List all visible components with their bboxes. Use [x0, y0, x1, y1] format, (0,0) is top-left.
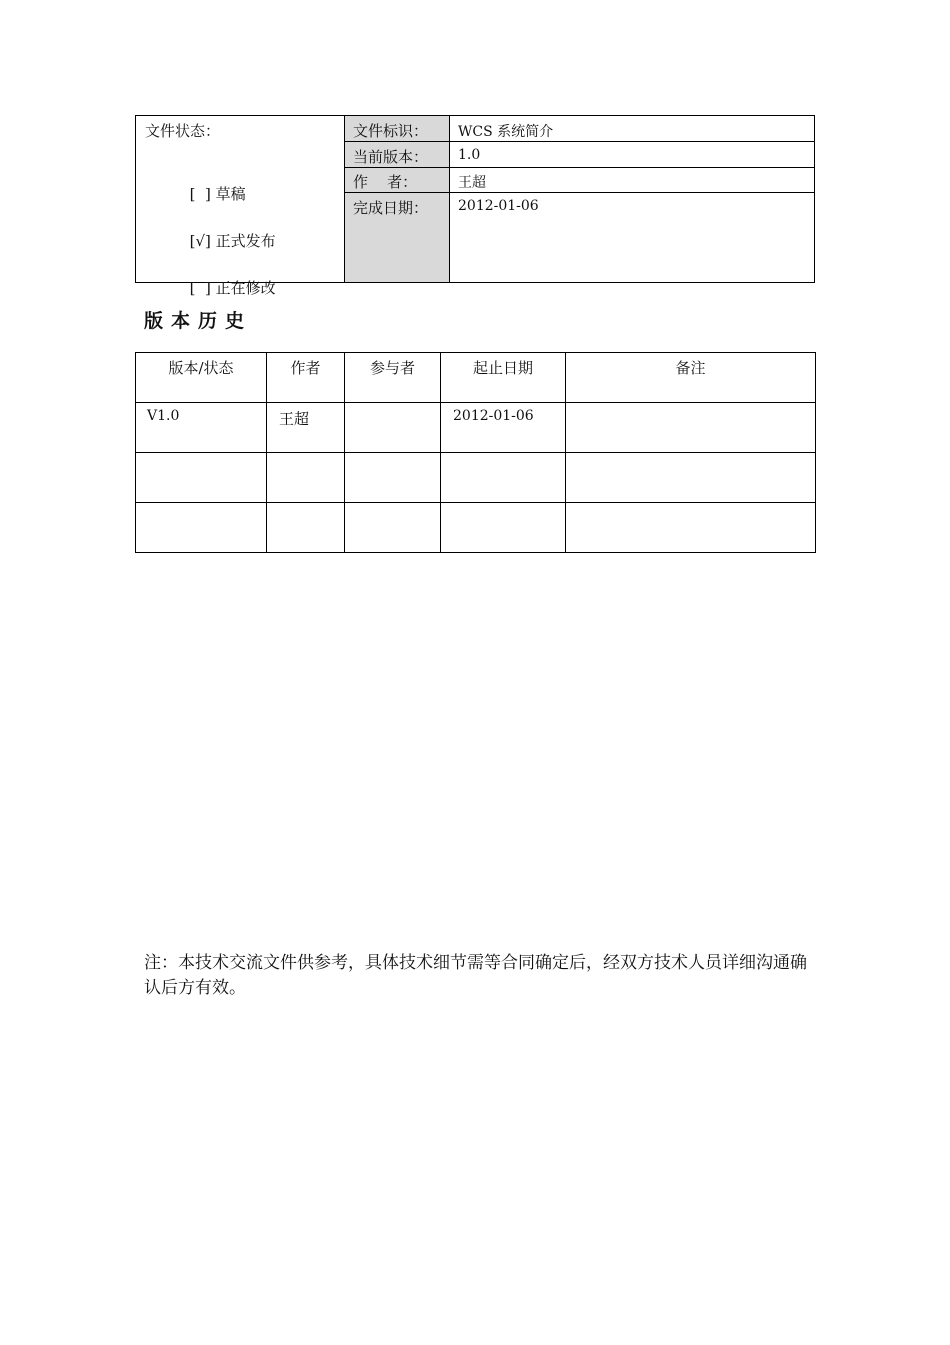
document-status-title: 文件状态： [145, 122, 221, 140]
info-value-doc-id: WCS 系统简介 [458, 124, 554, 140]
cell-remarks [566, 503, 816, 553]
version-history-heading: 版本历史 [144, 310, 253, 332]
document-status-panel [136, 116, 345, 297]
cell-author: 王超 [267, 403, 345, 453]
status-option-label: 正式发布 [215, 232, 276, 250]
column-header-author: 作者 [267, 353, 345, 403]
table-row [136, 503, 816, 553]
cell-version [136, 503, 267, 553]
cell-date: 2012-01-06 [441, 403, 566, 453]
row-divider [345, 192, 814, 193]
column-header-version: 版本/状态 [136, 353, 267, 403]
status-option-label: 正在修改 [215, 279, 276, 297]
status-checkbox-mark: [ ] [189, 185, 211, 203]
cell-date [441, 503, 566, 553]
status-checkbox-mark: [ ] [189, 279, 211, 297]
info-value-author: 王超 [458, 175, 486, 191]
status-option-label: 草稿 [215, 185, 246, 203]
column-header-participants: 参与者 [345, 353, 441, 403]
info-label-date: 完成日期： [353, 199, 429, 217]
disclaimer-note: 注：本技术交流文件供参考，具体技术细节需等合同确定后，经双方技术人员详细沟通确认后方有效。 [144, 953, 807, 998]
row-divider [345, 167, 814, 168]
info-value-date: 2012-01-06 [458, 198, 539, 214]
cell-author [267, 503, 345, 553]
column-header-remarks: 备注 [566, 353, 816, 403]
cell-remarks [566, 403, 816, 453]
cell-version [136, 453, 267, 503]
cell-remarks [566, 453, 816, 503]
table-row [136, 453, 816, 503]
info-label-version: 当前版本： [353, 148, 429, 166]
cell-version: V1.0 [136, 403, 267, 453]
row-divider [345, 141, 814, 142]
cell-participants [345, 403, 441, 453]
column-header-date: 起止日期 [441, 353, 566, 403]
info-label-author: 作 者： [353, 173, 418, 191]
cell-author [267, 453, 345, 503]
table-row [136, 403, 816, 453]
cell-participants [345, 453, 441, 503]
info-label-doc-id: 文件标识： [353, 122, 429, 140]
info-value-version: 1.0 [458, 147, 481, 163]
table-header-row [136, 353, 816, 403]
document-status-table [135, 115, 815, 297]
cell-date [441, 453, 566, 503]
status-checkbox-mark: [√] [189, 232, 211, 250]
version-history-table [135, 352, 816, 553]
cell-participants [345, 503, 441, 553]
